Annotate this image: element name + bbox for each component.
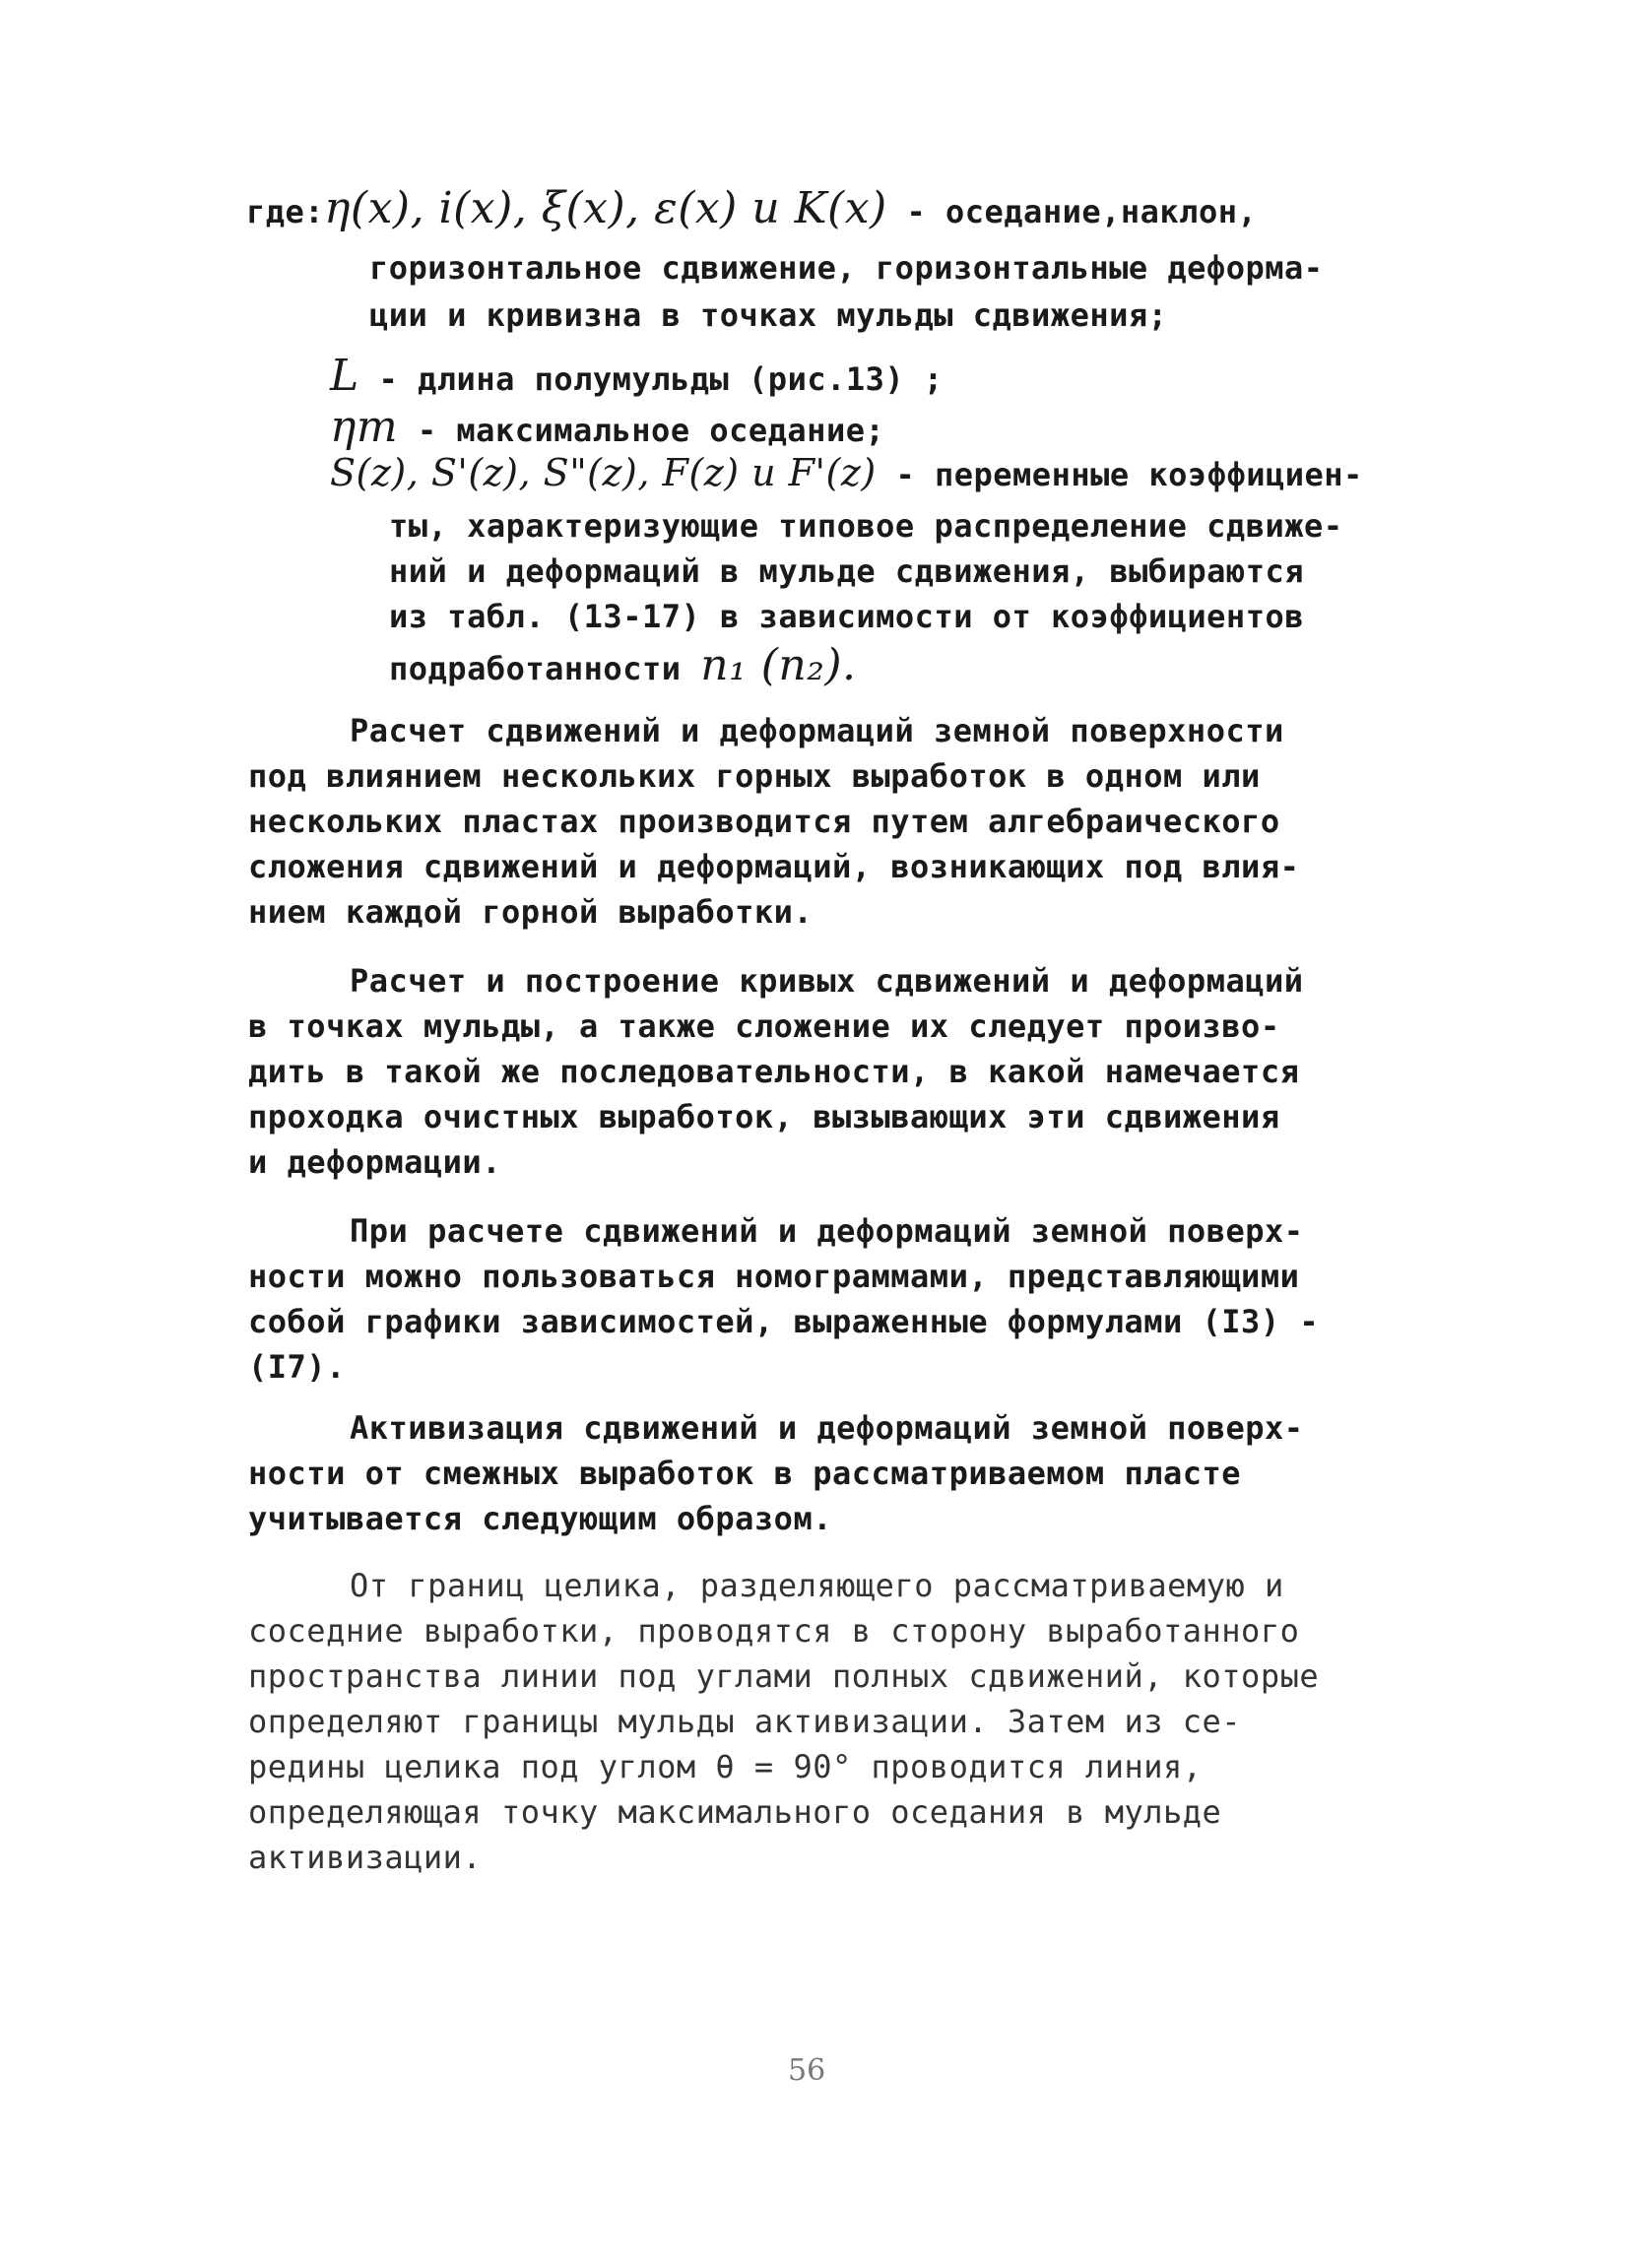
n-symbols: n₁ (n₂). [700,640,857,690]
paragraph-3-line-1: При расчете сдвижений и деформаций земной поверх- [350,1212,1304,1250]
coefficient-symbols: S(z), S'(z), S"(z), F(z) и F'(z) [330,451,877,494]
paragraph-5-line-1: От границ целика, разделяющего рассматриваемую и [350,1567,1284,1604]
paragraph-2-line-2: в точках мульды, а также сложение их следует произво- [248,1007,1280,1045]
page-number: 56 [788,2053,826,2088]
definition-line-3: ции и кривизна в точках мульды сдвижения; [369,296,1168,334]
functions-description: - оседание,наклон, [886,193,1258,230]
where-label: где: [246,193,325,230]
paragraph-5-line-5: редины целика под углом θ = 90° проводится линия, [248,1748,1203,1785]
paragraph-2-line-4: проходка очистных выработок, вызывающих эти сдвижения [248,1098,1280,1135]
definition-L [330,351,944,401]
coefficient-description-2: ты, характеризующие типовое распределение сдвиже- [389,507,1343,545]
paragraph-2-line-5: и деформации. [248,1143,501,1181]
definition-line-1 [246,183,1258,233]
paragraph-1-line-5: нием каждой горной выработки. [248,893,814,931]
coefficient-description-1: - переменные коэффициен- [876,456,1363,493]
eta-m-symbol: ηm [330,402,399,452]
paragraph-2-line-1: Расчет и построение кривых сдвижений и деформаций [350,962,1304,1000]
paragraph-4-line-3: учитывается следующим образом. [248,1500,832,1537]
paragraph-5-line-3: пространства линии под углами полных сдвижений, которые [248,1657,1320,1695]
paragraph-5-line-6: определяющая точку максимального оседания в мульде [248,1793,1222,1831]
L-symbol: L [330,351,359,401]
eta-m-description: - максимальное оседание; [398,412,885,449]
paragraph-3-line-4: (I7). [248,1348,346,1386]
coefficient-description-4: из табл. (13-17) в зависимости от коэффициентов [389,598,1304,635]
definition-line-2: горизонтальное сдвижение, горизонтальные деформа- [369,249,1324,287]
paragraph-3-line-3: собой графики зависимостей, выраженные формулами (I3) - [248,1303,1320,1340]
definition-coefficients [330,453,1363,494]
paragraph-5-line-7: активизации. [248,1839,483,1876]
paragraph-1-line-2: под влиянием нескольких горных выработок в одном или [248,757,1261,795]
paragraph-4-line-2: ности от смежных выработок в рассматриваемом пласте [248,1455,1242,1492]
paragraph-2-line-3: дить в такой же последовательности, в какой намечается [248,1053,1300,1090]
coefficient-description-3: ний и деформаций в мульде сдвижения, выбираются [389,552,1304,590]
coefficient-description-5 [389,640,857,690]
paragraph-4-line-1: Активизация сдвижений и деформаций земной поверх- [350,1409,1304,1447]
functions-list: η(x), i(x), ξ(x), ε(x) и K(x) [324,183,887,233]
paragraph-1-line-1: Расчет сдвижений и деформаций земной поверхности [350,712,1284,749]
definition-eta-m [330,402,885,452]
subworking-label: подработанности [389,650,701,687]
paragraph-3-line-2: ности можно пользоваться номограммами, представляющими [248,1258,1300,1295]
paragraph-5-line-2: соседние выработки, проводятся в сторону выработанного [248,1612,1300,1650]
paragraph-5-line-4: определяют границы мульды активизации. Затем из се- [248,1703,1242,1740]
L-description: - длина полумульды (рис.13) ; [358,360,944,398]
paragraph-1-line-4: сложения сдвижений и деформаций, возникающих под влия- [248,848,1300,885]
paragraph-1-line-3: нескольких пластах производится путем алгебраического [248,803,1280,840]
